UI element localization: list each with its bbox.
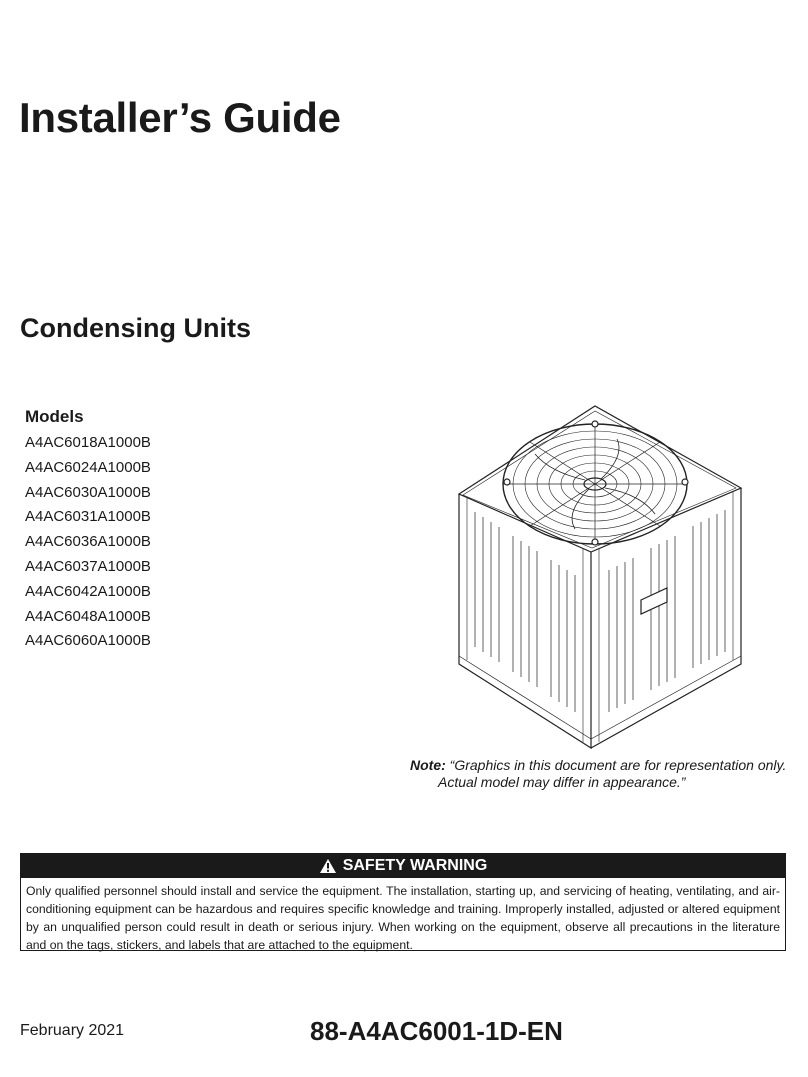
safety-warning-heading: SAFETY WARNING: [342, 857, 488, 874]
publication-date: February 2021: [20, 1022, 125, 1039]
note-line-1: “Graphics in this document are for representation only.: [449, 757, 787, 773]
page-subtitle: Condensing Units: [20, 313, 251, 343]
graphics-note: [410, 757, 786, 791]
model-item: A4AC6024A1000B: [25, 458, 151, 476]
note-line-2: Actual model may differ in appearance.”: [438, 774, 686, 790]
safety-warning-box: [20, 853, 786, 951]
warning-triangle-icon: [319, 858, 337, 874]
note-label: Note:: [410, 757, 446, 773]
page-title: Installer’s Guide: [19, 94, 341, 141]
safety-warning-text: Only qualified personnel should install and service the equipment. The installation, starting up, and servicing of heating, ventilating, and air-conditioning equipment can be hazardous and requires specific knowledge and training. Improperly installed, adjusted or altered equipment by an unqualified person could result in death or serious injury. When working on the equipment, observe all precautions in the literature and on the tags, stickers, and labels that are attached to the equipment.: [26, 884, 780, 952]
model-item: A4AC6060A1000B: [25, 632, 151, 650]
model-item: A4AC6030A1000B: [25, 483, 151, 501]
condensing-unit-illustration: [445, 402, 755, 752]
document-number: 88-A4AC6001-1D-EN: [310, 1016, 563, 1046]
model-item: A4AC6031A1000B: [25, 508, 151, 526]
model-item: A4AC6036A1000B: [25, 533, 151, 551]
model-item: A4AC6048A1000B: [25, 607, 151, 625]
model-item: A4AC6042A1000B: [25, 582, 151, 600]
model-item: A4AC6037A1000B: [25, 557, 151, 575]
safety-warning-header: [21, 854, 785, 878]
model-item: A4AC6018A1000B: [25, 434, 151, 451]
models-list: [25, 434, 151, 657]
models-heading: Models: [25, 407, 84, 426]
